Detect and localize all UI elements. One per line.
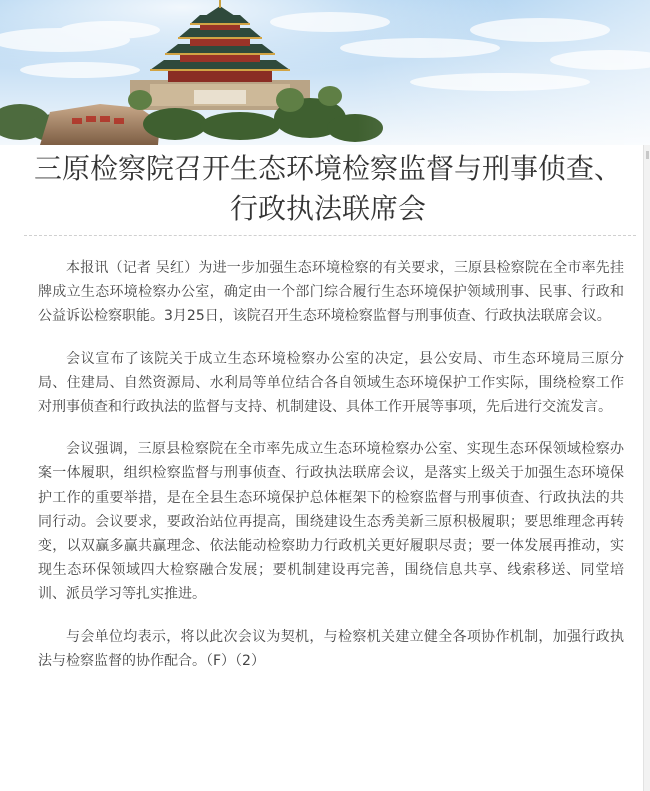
article [0, 145, 644, 791]
article-paragraph: 会议宣布了该院关于成立生态环境检察办公室的决定，县公安局、市生态环境局三原分局、住建局、自然资源局、水利局等单位结合各自领域生态环境保护工作实际，围绕检察工作对刑事侦查和行政执法的监督与支持、机制建设、具体工作开展等事项，先后进行交流发言。 [38, 350, 624, 416]
article-body [0, 236, 644, 673]
article-title: 三原检察院召开生态环境检察监督与刑事侦查、行政执法联席会 [33, 152, 622, 225]
pagoda-tower-banner-image [0, 0, 650, 145]
article-paragraph: 会议强调，三原县检察院在全市率先成立生态环境检察办公室、实现生态环保领域检察办案一体履职，组织检察监督与刑事侦查、行政执法联席会议，是落实上级关于加强生态环境保护工作的重要举措，是在全县生态环境保护总体框架下的检察监督与刑事侦查、行政执法的共同行动。会议要求，要政治站位再提高，围绕建设生态秀美新三原积极履职；要思维理念再转变，以双赢多赢共赢理念、依法能动检察助力行政机关更好履职尽责；要一体发展再推动，实现生态环保领域四大检察融合发展；要机制建设再完善，围绕信息共享、线索移送、同堂培训、派员学习等扎实推进。 [38, 441, 624, 603]
scrollbar[interactable] [643, 145, 650, 791]
header-banner [0, 0, 650, 145]
article-paragraph: 本报讯（记者 吴红）为进一步加强生态环境检察的有关要求，三原县检察院在全市率先挂牌成立生态环境检察办公室，确定由一个部门综合履行生态环境保护领域刑事、民事、行政和公益诉讼检察职能。3月25日，该院召开生态环境检察监督与刑事侦查、行政执法联席会议。 [38, 260, 624, 325]
article-paragraph: 与会单位均表示，将以此次会议为契机，与检察机关建立健全各项协作机制，加强行政执法与检察监督的协作配合。（F）（2） [38, 628, 624, 669]
scrollbar-thumb[interactable] [646, 151, 649, 159]
